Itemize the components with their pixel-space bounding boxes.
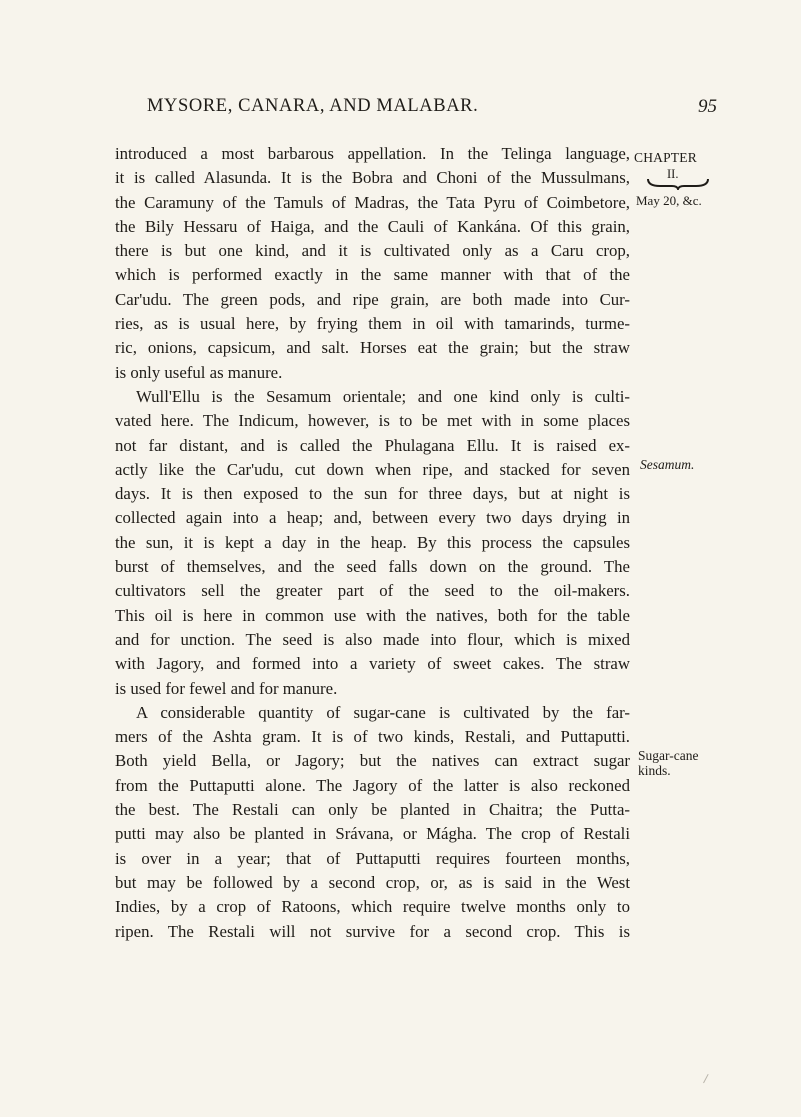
text-line: is only useful as manure.	[115, 362, 283, 382]
text-line: the Caramuny of the Tamuls of Madras, the Tata Pyru of Coimbetore,	[115, 192, 630, 212]
body-text	[115, 142, 630, 944]
chapter-date: May 20, &c.	[636, 193, 702, 208]
text-line: vated here. The Indicum, however, is to be met with in some places	[115, 411, 630, 431]
text-line: there is but one kind, and it is cultivated only as a Caru crop,	[115, 241, 630, 261]
margin-note-line: Sugar-cane	[638, 748, 699, 763]
text-line: the Bily Hessaru of Haiga, and the Cauli of Kankána. Of this grain,	[115, 216, 630, 236]
text-line: is over in a year; that of Puttaputti requires fourteen months,	[115, 848, 630, 868]
text-line: cultivators sell the greater part of the seed to the oil-makers.	[115, 581, 630, 601]
text-line: the best. The Restali can only be planted in Chaitra; the Putta-	[115, 800, 630, 820]
page-number: 95	[698, 96, 717, 117]
text-line: but may be followed by a second crop, or, as is said in the West	[115, 872, 630, 892]
text-line: actly like the Car'udu, cut down when ripe, and stacked for seven	[115, 459, 630, 479]
text-line: introduced a most barbarous appellation. In the Telinga language,	[115, 144, 630, 163]
page-mark	[703, 1074, 714, 1086]
text-line: A considerable quantity of sugar-cane is cultivated by the far-	[136, 702, 630, 722]
text-line: Both yield Bella, or Jagory; but the natives can extract sugar	[115, 751, 630, 771]
chapter-number: II.	[667, 167, 679, 181]
text-line: ries, as is usual here, by frying them in oil with tamarinds, turme-	[115, 314, 630, 334]
text-line: days. It is then exposed to the sun for three days, but at night is	[115, 484, 630, 504]
text-line: putti may also be planted in Srávana, or Mágha. The crop of Restali	[115, 824, 630, 844]
running-title: MYSORE, CANARA, AND MALABAR.	[147, 96, 479, 116]
text-line: mers of the Ashta gram. It is of two kinds, Restali, and Puttaputti.	[115, 727, 630, 747]
text-line: which is performed exactly in the same manner with that of the	[115, 265, 630, 285]
text-line: the sun, it is kept a day in the heap. By this process the capsules	[115, 532, 630, 552]
margin-note-line: kinds.	[638, 763, 671, 778]
text-line: with Jagory, and formed into a variety of sweet cakes. The straw	[115, 654, 630, 674]
text-line: Wull'Ellu is the Sesamum orientale; and one kind only is culti-	[136, 386, 630, 406]
text-line: it is called Alasunda. It is the Bobra and Choni of the Mussulmans,	[115, 168, 630, 188]
text-line: from the Puttaputti alone. The Jagory of the latter is also reckoned	[115, 775, 630, 795]
text-line: This oil is here in common use with the natives, both for the table	[115, 605, 630, 625]
text-line: Indies, by a crop of Ratoons, which require twelve months only to	[115, 897, 630, 917]
margin-note-sesamum: Sesamum.	[640, 457, 695, 472]
text-line: ripen. The Restali will not survive for a second crop. This is	[115, 921, 630, 941]
margin-note-sugar-cane	[638, 748, 698, 778]
text-line: Car'udu. The green pods, and ripe grain, are both made into Cur-	[115, 289, 630, 309]
text-line: ric, onions, capsicum, and salt. Horses eat the grain; but the straw	[115, 338, 630, 358]
text-line: and for unction. The seed is also made into flour, which is mixed	[115, 629, 630, 649]
brace-ornament-icon	[646, 178, 710, 190]
chapter-label: CHAPTER	[634, 150, 697, 165]
text-line: collected again into a heap; and, between every two days drying in	[115, 508, 630, 528]
text-line: burst of themselves, and the seed falls down on the ground. The	[115, 557, 630, 577]
text-line: is used for fewel and for manure.	[115, 678, 338, 698]
text-line: not far distant, and is called the Phulagana Ellu. It is raised ex-	[115, 435, 630, 455]
